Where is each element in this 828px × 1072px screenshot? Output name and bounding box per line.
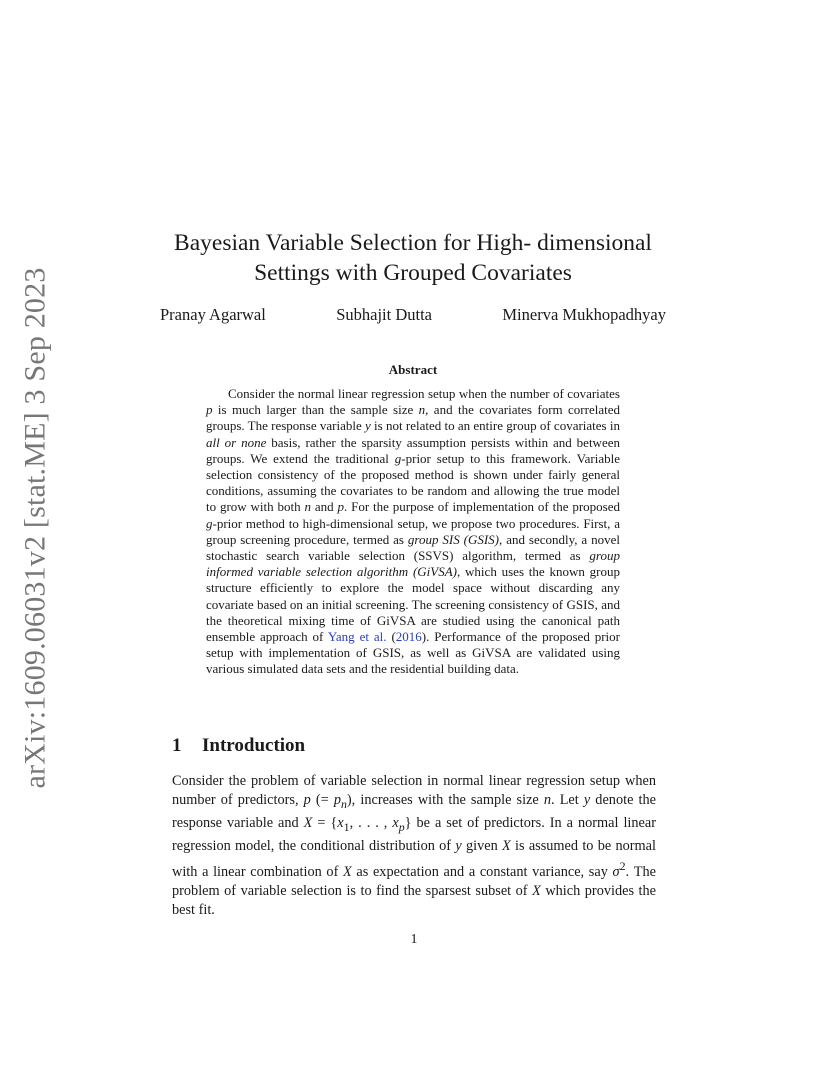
citation-link-name[interactable]: Yang et al. [327, 629, 387, 645]
section-number: 1 [172, 735, 182, 756]
page-number: 1 [410, 932, 418, 947]
paper-title [140, 228, 686, 288]
arxiv-sidebar [14, 266, 58, 789]
arxiv-identifier: arXiv:1609.06031v2 [stat.ME] 3 Sep 2023 [19, 266, 52, 789]
title-line-1: Bayesian Variable Selection for High- dimensional [174, 230, 652, 256]
author-3: Minerva Mukhopadhyay [502, 305, 666, 324]
author-1: Pranay Agarwal [160, 305, 266, 324]
section-heading-introduction [172, 735, 305, 757]
author-2: Subhajit Dutta [336, 305, 433, 324]
title-line-2: Settings with Grouped Covariates [254, 260, 572, 286]
citation-link-year[interactable]: 2016 [395, 629, 422, 645]
introduction-paragraph: Consider the problem of variable selection in normal linear regression setup when number of predictors, p (= $p_n$), increases with the sample size n. Let y denote the response variable and $X = \{x_1$, . . . , $x_p$} be a set of predictors. In a normal linear regression model, the conditional distribution of y given X is assumed to be normal with a linear combination of X as expectation and a constant variance, say $\sigma^2$. The problem of variable selection is to find the sparsest subset of X which provides the best fit. [172, 773, 657, 918]
abstract-body: Consider the normal linear regression setup when the number of covariates p is much larger than the sample size n, and the covariates form correlated groups. The response variable y is not related to an entire group of covariates in all or none basis, rather the sparsity assumption persists within and between groups. We extend the traditional g-prior setup to this framework. Variable selection consistency of the proposed method is shown under fairly general conditions, assuming the covariates to be random and allowing the true model to grow with both n and p. For the purpose of implementation of the proposed g-prior method to high-dimensional setup, we propose two procedures. First, a group screening procedure, termed as group SIS (GSIS), and secondly, a novel stochastic search variable selection (SSVS) algorithm, termed as group informed variable selection algorithm (GiVSA), which uses the known group structure efficiently to explore the model space without discarding any covariate based on an initial screening. The screening consistency of GSIS, and the theoretical mixing time of GiVSA are studied using the canonical path ensemble approach of Yang et al. (2016). Performance of the proposed prior setup with implementation of GSIS, as well as GiVSA are validated using various simulated data sets and the residential building data. [206, 386, 621, 677]
section-title: Introduction [202, 735, 306, 756]
abstract-heading: Abstract [388, 362, 438, 377]
author-list [160, 305, 666, 325]
